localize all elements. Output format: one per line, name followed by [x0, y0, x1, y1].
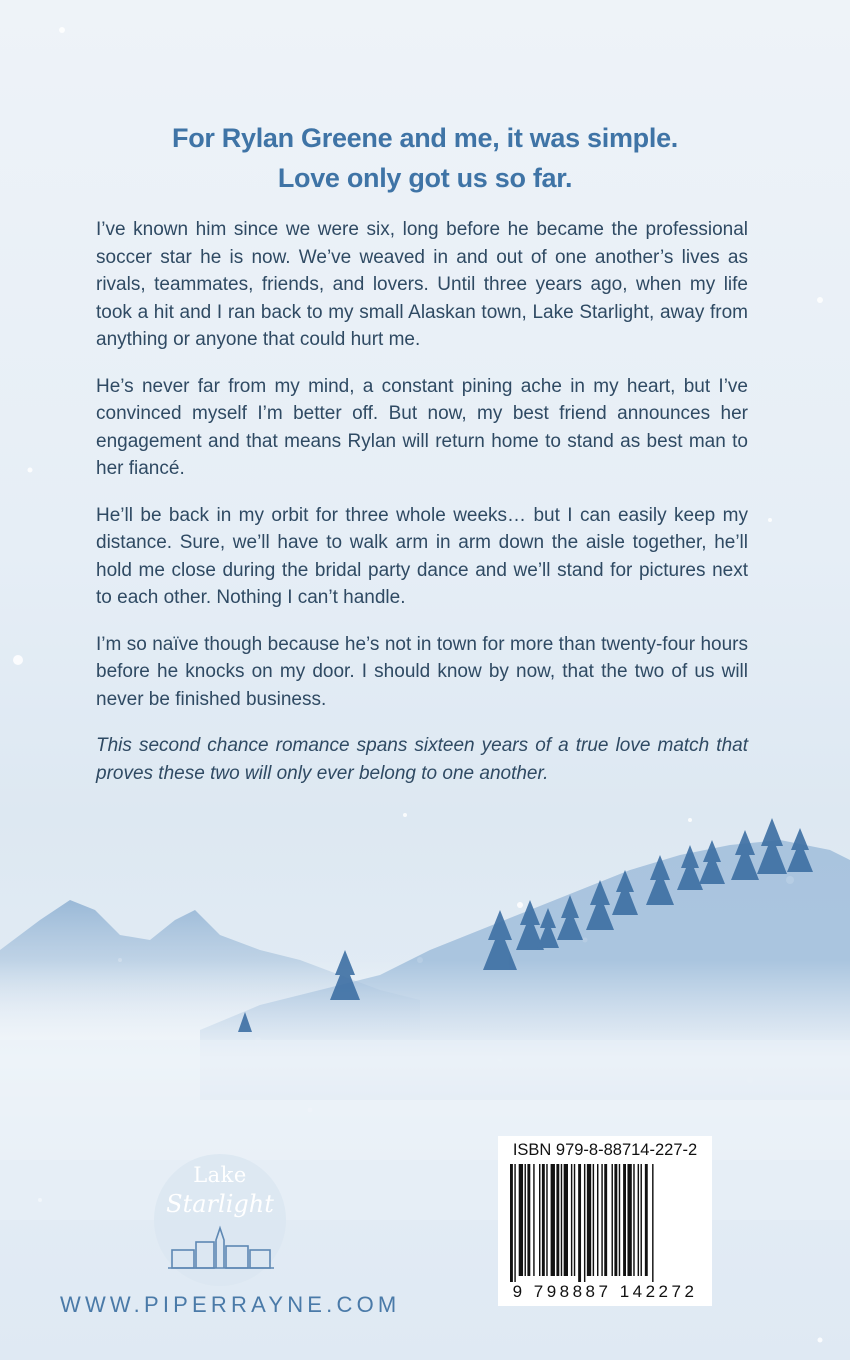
barcode-bar — [633, 1164, 634, 1276]
barcode-bar — [601, 1164, 602, 1276]
barcode-bar — [546, 1164, 547, 1276]
barcode-bar — [641, 1164, 642, 1276]
barcode-bar — [614, 1164, 617, 1276]
barcode-bar — [556, 1164, 559, 1276]
barcode-bar — [578, 1164, 581, 1282]
barcode-bar — [533, 1164, 534, 1276]
barcode-bar — [510, 1164, 513, 1282]
barcode-bar — [539, 1164, 540, 1276]
barcode-bar — [542, 1164, 545, 1276]
barcode-bar — [593, 1164, 594, 1276]
barcode-bar — [652, 1164, 653, 1282]
barcode-bar — [623, 1164, 626, 1276]
barcode-bar — [525, 1164, 526, 1276]
blurb-closing: This second chance romance spans sixteen years of a true love match that proves these two will only ever belong to one another. — [96, 735, 748, 784]
tagline-line-1: For Rylan Greene and me, it was simple. — [172, 123, 678, 153]
barcode-bars — [508, 1164, 704, 1282]
isbn-barcode — [498, 1136, 712, 1306]
barcode-bar — [604, 1164, 607, 1276]
barcode-bar — [519, 1164, 523, 1276]
tagline — [100, 118, 750, 198]
barcode-bar — [564, 1164, 568, 1276]
logo-word-starlight: Starlight — [166, 1190, 274, 1218]
barcode-bar — [551, 1164, 555, 1276]
barcode-bar — [514, 1164, 515, 1282]
blurb-paragraph-1: I’ve known him since we were six, long before he became the professional soccer star he is now. We’ve weaved in and out of one another’s lives as rivals, teammates, friends, and lovers. Until three years ago, when my life took a hit and I ran back to my small Alaskan town, Lake Starlight, away from anything or anyone that could hurt me. — [96, 219, 748, 350]
barcode-bar — [574, 1164, 575, 1276]
barcode-bar — [571, 1164, 572, 1276]
logo-word-lake: Lake — [193, 1163, 247, 1187]
barcode-bar — [527, 1164, 530, 1276]
mountain-scenery — [0, 800, 850, 1220]
blurb-paragraph-3: He’ll be back in my orbit for three whole weeks… but I can easily keep my distance. Sure, we’ll have to walk arm in arm down the aisle together, he’ll hold me close during the bridal party dance and we’ll stand for pictures next to each other. Nothing I can’t handle. — [96, 504, 748, 608]
isbn-label: ISBN 979-8-88714-227-2 — [512, 1141, 698, 1159]
website-link[interactable]: WWW.PIPERRAYNE.COM — [60, 1292, 401, 1317]
barcode-bar — [587, 1164, 591, 1276]
barcode-bar — [612, 1164, 613, 1276]
barcode-digits: 9 798887 142272 — [512, 1282, 698, 1301]
tagline-line-2: Love only got us so far. — [277, 163, 573, 193]
barcode-bar — [561, 1164, 562, 1276]
barcode-bar — [619, 1164, 620, 1276]
barcode-bar — [638, 1164, 639, 1276]
barcode-bar — [584, 1164, 585, 1282]
book-blurb — [96, 216, 748, 806]
barcode-bar — [597, 1164, 598, 1276]
blurb-paragraph-2: He’s never far from my mind, a constant pining ache in my heart, but I’ve convinced myself I’m better off. But now, my best friend announces her engagement and that means Rylan will return home to stand as best man to her fiancé. — [96, 375, 748, 479]
blurb-paragraph-4: I’m so naïve though because he’s not in town for more than twenty-four hours before he knocks on my door. I should know by now, that the two of us will never be finished business. — [96, 633, 748, 710]
barcode-bar — [645, 1164, 648, 1276]
barcode-bar — [627, 1164, 631, 1276]
